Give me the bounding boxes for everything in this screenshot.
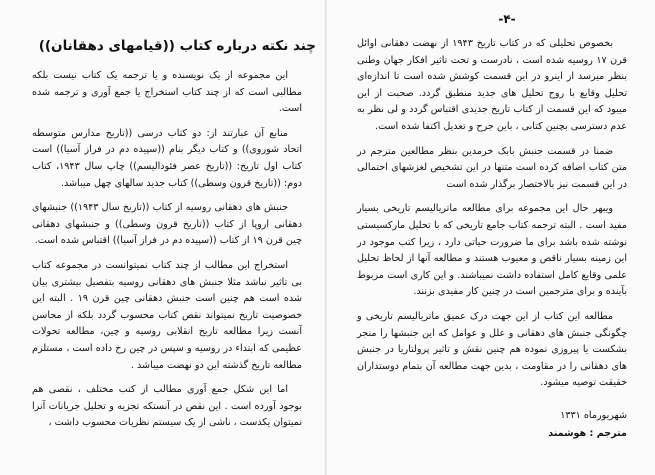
chapter-title: چند نکته درباره کتاب ((قیامهای دهقانان)) (38, 38, 316, 54)
page-number: -۴- (498, 12, 516, 26)
left-page-body (32, 68, 302, 440)
paragraph: این مجموعه از یک نویسنده و یا ترجمه یک کتاب نیست بلکه مطالبی است که از چند کتاب استخراج یا جمع آوری و ترجمه شده است. (32, 70, 302, 115)
paragraph: ضمنا در قسمت جنبش بابک خرمدین بنظر مطالعین مترجم در متن کتاب اضافه کرده است متنها در این تشخیص لغزشهای احتمالی در این قسمت نیز بالاختصار برگذار شده است (357, 145, 627, 190)
translator-signature: مترجم : هوشمند (548, 428, 627, 439)
left-page (0, 0, 327, 475)
paragraph: مطالعه این کتاب از این جهت درک عمیق ماتریالیسم تاریخی و چگونگی جنبش های دهقانی و علل و عوامل که این جنبشها را منجر بشکست یا پیروزی نموده هم چنین نقش و تاثیر پرولتاریا در جنبش های دهقانی را در مقاومت ، بدین جهت مطالعه آن بتمام دوستداران حقیقت توصیه میشود. (357, 310, 627, 389)
paragraph: جنبش های دهقانی روسیه از کتاب ((تاریخ سال ۱۹۴۳)) جنبشهای دهقانی اروپا از کتاب ((تاریخ قرون وسطی)) و جنبشهای دهقانی چین قرن ۱۹ از کتاب ((سپیده دم در فراز آسیا)) اقتباس شده است. (32, 202, 302, 247)
paragraph: اما این شکل جمع آوری مطالب از کتب مختلف ، نقصی هم بوجود آورده است . این نقص در آنستکه تجزیه و تحلیل جریانات آنرا نمیتوان یکدست ، ناشی از یک سیستم نظریات محسوب داشت ، (32, 384, 302, 429)
right-page (327, 0, 655, 475)
paragraph: ویبهر حال این مجموعه برای مطالعه ماتریالیسم تاریخی بسیار مفید است . البته ترجمه کتاب جامع تاریخی که با تحلیل مارکسیستی نوشته شده باشد برای ما ضرورت حیاتی دارد ، زیرا کتب موجود در این زمینه بسیار ناقص و معیوب هستند و مطالعه آنها از لحاظ تحلیل علمی وقایع کامل استفاده داشت نمیباشند. و این کاری است مربوط بآینده و برای مترجمین است در چنین کار مفیدی بزنند. (357, 203, 627, 298)
signature-date: شهریورماه ۱۳۳۱ (560, 410, 627, 421)
paragraph: منابع آن عبارتند از: دو کتاب درسی ((تاریخ مدارس متوسطه اتحاد شوروی)) و کتاب دیگر بنام ((سپیده دم در فراز آسیا)) است کتاب اول تاریخ: ((تاریخ عصر فئودالیسم)) چاپ سال ۱۹۴۳، کتاب دوم: ((تاریخ قرون وسطی)) کتاب جدید سالهای چهل میباشد. (32, 127, 302, 189)
paragraph: استخراج این مطالب از چند کتاب نمیتوانست در مجموعه کتاب بی تاثیر نباشد مثلا جنبش های دهقانی روسیه بتفصیل بیشتری بیان شده است هم چنین است جنبش دهقانی چین قرن ۱۹ . البته این خصوصیت تاریخ نمیتواند نقص کتاب محسوب گردد بلکه از محاسن آنست زیرا مطالعه تاریخ انقلابی روسیه و چین، مطالعه تحولات عظیمی که ابتداء در روسیه و سپس در چین رخ داده است ، مستلزم مطالعه تاریخ گذشته این دو نهضت میباشد . (32, 259, 303, 371)
right-page-body (357, 36, 627, 394)
paragraph: بخصوص تحلیلی که در کتاب تاریخ ۱۹۴۳ از نهضت دهقانی اوائل قرن ۱۷ روسیه شده است ، نادرست و تحت تاثیر افکار جهان وطنی بنظر میرسد از اینرو در این قسمت کوشش شده است تا اندازه‌ای تحلیل وقایع با روح تحلیل های جدید منطبق گردد. صحبت از این میبود که این قسمت از کتاب تاریخ جدیدی اقتباس گردد و لی نظر به عدم دسترسی بچنین کتابی ، باین جرح و تعدیل اکتفا شده است. (357, 38, 627, 132)
